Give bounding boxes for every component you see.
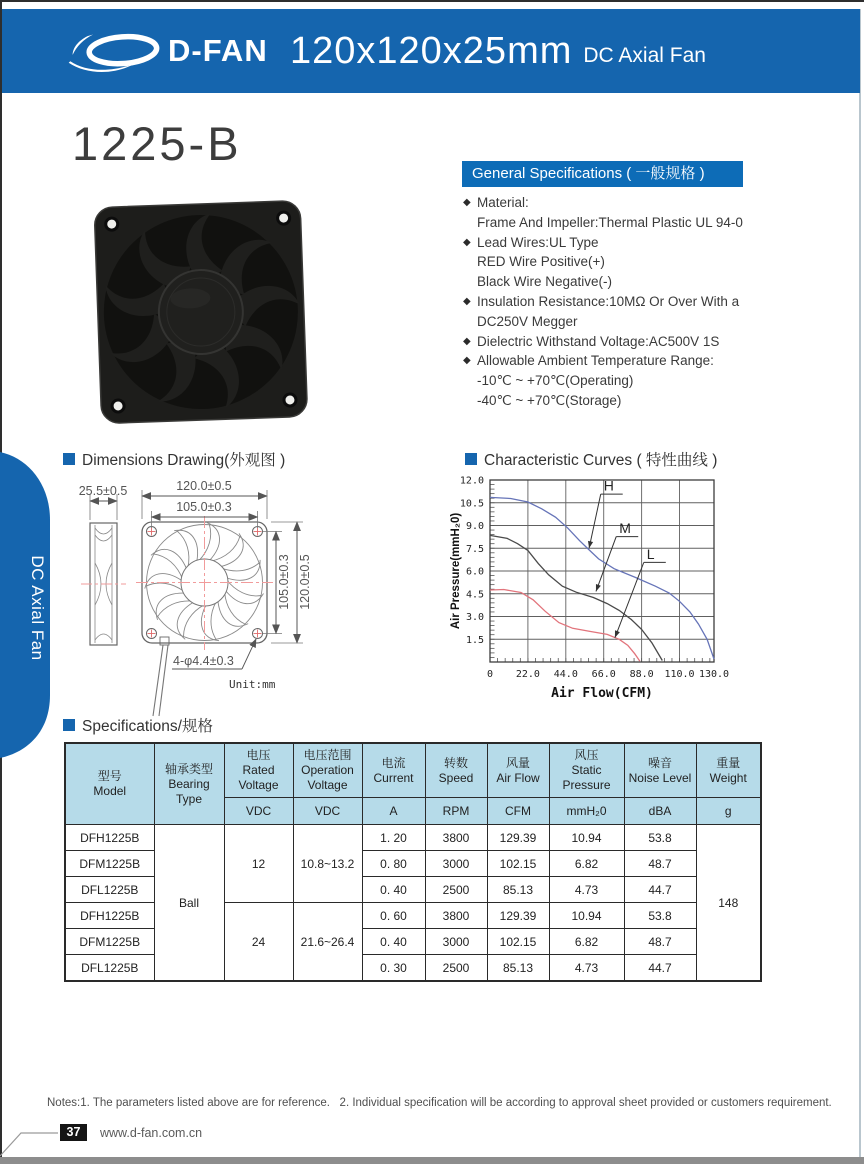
dim-height-label: 120.0±0.5 — [298, 554, 312, 610]
operation-voltage-cell: 21.6~26.4 — [293, 903, 362, 982]
spec-line: ◆ Dielectric Withstand Voltage:AC500V 1S — [464, 332, 764, 352]
svg-text:22.0: 22.0 — [515, 669, 540, 680]
svg-text:66.0: 66.0 — [591, 669, 616, 680]
svg-text:0: 0 — [486, 669, 494, 680]
svg-text:130.0: 130.0 — [698, 669, 730, 680]
col-header-bearing: 轴承类型 Bearing Type — [154, 743, 224, 825]
unit-label: Unit:mm — [229, 678, 276, 691]
page-right-edge — [859, 9, 861, 1157]
col-header-airflow: 风量 Air Flow — [487, 743, 549, 798]
static-pressure-cell: 10.94 — [549, 903, 624, 929]
svg-text:9.0: 9.0 — [465, 521, 484, 532]
spec-line: -10℃ ~ +70℃(Operating) — [477, 373, 634, 389]
static-pressure-cell: 6.82 — [549, 929, 624, 955]
header-title — [290, 9, 706, 93]
spec-table-section-title: Specifications/规格 — [63, 714, 213, 736]
page-number-badge: 37 — [60, 1124, 87, 1141]
airflow-cell: 102.15 — [487, 929, 549, 955]
spec-line: ◆ Insulation Resistance:10MΩ Or Over With a — [464, 292, 764, 312]
col-header-rated-voltage: 电压 Rated Voltage — [224, 743, 293, 798]
section-bullet-icon — [465, 453, 477, 465]
svg-text:88.0: 88.0 — [629, 669, 654, 680]
operation-voltage-cell: 10.8~13.2 — [293, 825, 362, 903]
general-specs-header: General Specifications ( 一般规格 ) — [462, 161, 743, 187]
unit-cell: CFM — [487, 798, 549, 825]
speed-cell: 3000 — [425, 851, 487, 877]
rated-voltage-cell: 12 — [224, 825, 293, 903]
svg-text:Air Flow(CFM): Air Flow(CFM) — [551, 686, 653, 701]
unit-cell: VDC — [293, 798, 362, 825]
static-pressure-cell: 4.73 — [549, 877, 624, 903]
general-specs-list — [464, 193, 764, 411]
dim-hole-pitch-label: 105.0±0.3 — [176, 500, 232, 514]
spec-line: Frame And Impeller:Thermal Plastic UL 94-0 — [477, 214, 743, 230]
rated-voltage-cell: 24 — [224, 903, 293, 982]
characteristic-curves-chart — [448, 468, 843, 720]
col-header-current: 电流 Current — [362, 743, 425, 798]
svg-text:M: M — [619, 520, 631, 537]
spec-line: -40℃ ~ +70℃(Storage) — [477, 392, 622, 408]
speed-cell: 3000 — [425, 929, 487, 955]
noise-cell: 53.8 — [624, 903, 696, 929]
unit-cell: g — [696, 798, 761, 825]
table-row — [65, 825, 761, 851]
diamond-bullet-icon: ◆ — [463, 355, 471, 367]
svg-text:L: L — [646, 545, 655, 562]
spec-line: RED Wire Positive(+) — [477, 254, 605, 270]
svg-text:4.5: 4.5 — [465, 589, 484, 601]
product-photo — [88, 194, 316, 439]
col-header-weight: 重量 Weight — [696, 743, 761, 798]
dimensions-drawing — [45, 468, 455, 718]
header-bar — [2, 9, 860, 93]
noise-cell: 53.8 — [624, 825, 696, 851]
side-tab-graphic — [0, 450, 52, 762]
airflow-cell: 85.13 — [487, 877, 549, 903]
svg-text:110.0: 110.0 — [664, 669, 695, 680]
unit-cell: A — [362, 798, 425, 825]
speed-cell: 3800 — [425, 903, 487, 929]
d-fan-logo-icon — [64, 26, 174, 76]
dim-height-pitch-label: 105.0±0.3 — [277, 554, 291, 610]
static-pressure-cell: 10.94 — [549, 825, 624, 851]
bearing-cell: Ball — [154, 825, 224, 982]
speed-cell: 2500 — [425, 877, 487, 903]
spec-line: ◆ Material: — [464, 193, 764, 213]
weight-cell: 148 — [696, 825, 761, 982]
speed-cell: 3800 — [425, 825, 487, 851]
brand-name: D-FAN — [168, 33, 268, 68]
col-header-noise: 噪音 Noise Level — [624, 743, 696, 798]
model-number-title: 1225-B — [72, 117, 242, 170]
svg-text:7.5: 7.5 — [465, 543, 484, 555]
spec-line: ◆ Allowable Ambient Temperature Range: — [464, 351, 764, 371]
current-cell: 0. 30 — [362, 955, 425, 982]
diamond-bullet-icon: ◆ — [463, 335, 471, 347]
fan-photo-graphic — [88, 194, 316, 434]
spec-line: ◆ Lead Wires:UL Type — [464, 233, 764, 253]
page-bottom-bar — [0, 1157, 864, 1164]
model-cell: DFM1225B — [65, 851, 154, 877]
website-link[interactable]: www.d-fan.com.cn — [100, 1126, 203, 1140]
static-pressure-cell: 6.82 — [549, 851, 624, 877]
airflow-cell: 129.39 — [487, 903, 549, 929]
model-cell: DFL1225B — [65, 955, 154, 982]
current-cell: 0. 40 — [362, 877, 425, 903]
svg-text:44.0: 44.0 — [553, 669, 578, 680]
airflow-cell: 102.15 — [487, 851, 549, 877]
specifications-table — [64, 742, 762, 982]
svg-text:10.5: 10.5 — [459, 498, 484, 510]
diamond-bullet-icon: ◆ — [463, 197, 471, 208]
unit-cell: dBA — [624, 798, 696, 825]
specifications-table-wrap — [64, 742, 760, 982]
static-pressure-cell: 4.73 — [549, 955, 624, 982]
current-cell: 1. 20 — [362, 825, 425, 851]
airflow-cell: 85.13 — [487, 955, 549, 982]
current-cell: 0. 80 — [362, 851, 425, 877]
unit-cell: mmH₂0 — [549, 798, 624, 825]
page-top-edge — [0, 0, 864, 2]
svg-text:1.5: 1.5 — [465, 634, 484, 646]
col-header-operation-voltage: 电压范围 Operation Voltage — [293, 743, 362, 798]
dim-depth-label: 25.5±0.5 — [78, 484, 128, 498]
side-tab-label: DC Axial Fan — [28, 555, 47, 661]
svg-text:6.0: 6.0 — [465, 566, 484, 578]
current-cell: 0. 60 — [362, 903, 425, 929]
noise-cell: 48.7 — [624, 929, 696, 955]
svg-text:12.0: 12.0 — [459, 475, 484, 487]
section-bullet-icon — [63, 719, 75, 731]
dimensions-section-title: Dimensions Drawing(外观图 ) — [63, 448, 285, 470]
diamond-bullet-icon: ◆ — [463, 295, 471, 307]
footer-rule — [0, 1123, 58, 1159]
brand-logo — [64, 26, 268, 76]
dim-hole-size-label: 4-φ4.4±0.3 — [173, 654, 234, 668]
spec-line: DC250V Megger — [477, 313, 578, 329]
product-type-subtitle: DC Axial Fan — [583, 44, 706, 67]
svg-text:Air Pressure(mmH₂0): Air Pressure(mmH₂0) — [450, 512, 462, 630]
svg-text:H: H — [603, 477, 614, 494]
noise-cell: 48.7 — [624, 851, 696, 877]
svg-text:3.0: 3.0 — [465, 612, 484, 623]
side-tab — [0, 450, 52, 767]
col-header-speed: 转数 Speed — [425, 743, 487, 798]
spec-line: Black Wire Negative(-) — [477, 274, 613, 290]
noise-cell: 44.7 — [624, 877, 696, 903]
col-header-static-pressure: 风压 Static Pressure — [549, 743, 624, 798]
dim-width-label: 120.0±0.5 — [176, 479, 232, 493]
section-bullet-icon — [63, 453, 75, 465]
speed-cell: 2500 — [425, 955, 487, 982]
model-cell: DFL1225B — [65, 877, 154, 903]
diamond-bullet-icon: ◆ — [463, 236, 471, 248]
model-cell: DFH1225B — [65, 825, 154, 851]
model-cell: DFH1225B — [65, 903, 154, 929]
col-header-model: 型号 Model — [65, 743, 154, 825]
model-cell: DFM1225B — [65, 929, 154, 955]
current-cell: 0. 40 — [362, 929, 425, 955]
unit-cell: VDC — [224, 798, 293, 825]
unit-cell: RPM — [425, 798, 487, 825]
curves-section-title: Characteristic Curves ( 特性曲线 ) — [465, 448, 717, 470]
notes-text: Notes:1. The parameters listed above are for reference. 2. Individual specification will be according to approval sheet provided or customers requirement. — [47, 1097, 832, 1109]
product-size-title: 120x120x25mm — [290, 29, 573, 72]
noise-cell: 44.7 — [624, 955, 696, 982]
airflow-cell: 129.39 — [487, 825, 549, 851]
